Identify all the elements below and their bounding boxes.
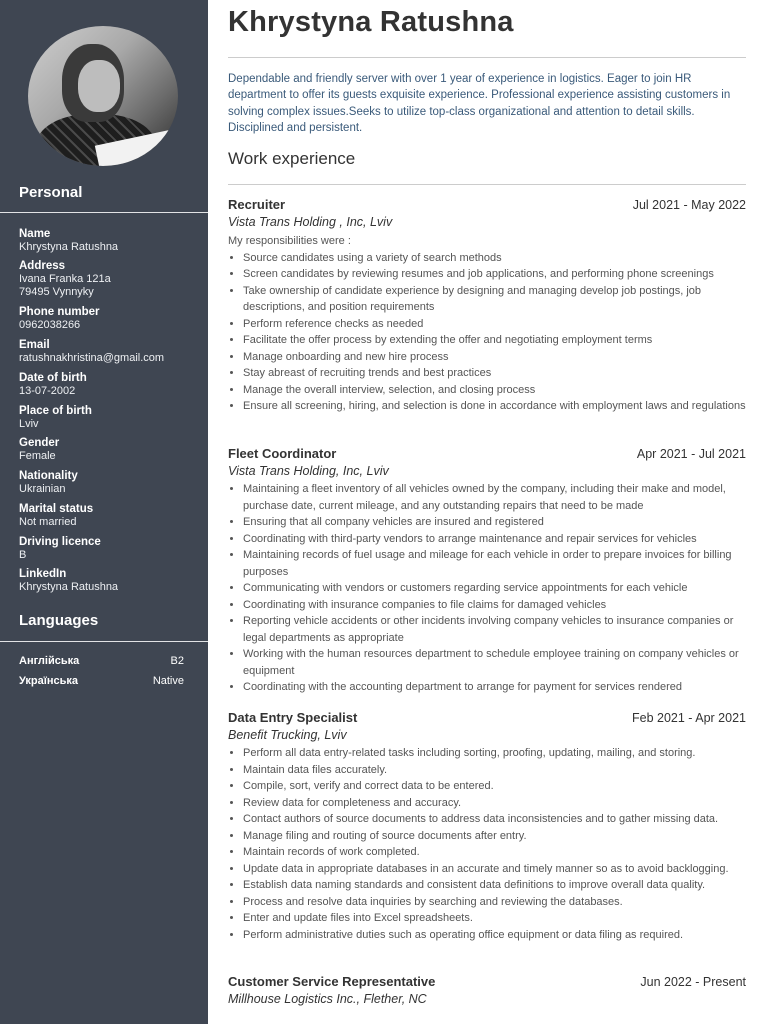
duty-item: • Manage filing and routing of source documents after entry.	[243, 828, 746, 845]
resume-name: Khrystyna Ratushna	[228, 6, 514, 38]
duty-item: • Ensuring that all company vehicles are insured and registered	[243, 514, 746, 531]
job-duties	[228, 481, 746, 696]
field-value: 13-07-2002	[19, 385, 76, 397]
field-value: B	[19, 549, 27, 561]
profile-summary: Dependable and friendly server with over 1 year of experience in logistics. Eager to join HR department to offer its guests exquisite experience. Professional experience assisting customers in solving complex issues.Seeks to utilize top-class organizational and attention to detail skills. Disciplined and persistent.	[228, 73, 731, 134]
field-label: Address	[19, 260, 66, 272]
job-dates: Feb 2021 - Apr 2021	[632, 711, 746, 725]
field-value: Khrystyna Ratushna	[19, 581, 119, 593]
language-row	[19, 655, 184, 667]
language-level: Native	[152, 675, 184, 687]
personal-heading: Personal	[19, 184, 83, 201]
languages-divider	[0, 641, 208, 642]
personal-field-marital-status	[19, 503, 204, 529]
field-value: Female	[19, 450, 56, 462]
duty-item: • Manage onboarding and new hire process	[243, 349, 746, 366]
duty-item: • Maintaining records of fuel usage and mileage for each vehicle in order to prepare invoices for billing purposes	[243, 547, 746, 580]
duty-item: • Enter and update files into Excel spreadsheets.	[243, 910, 746, 927]
language-level: B2	[170, 655, 184, 667]
personal-field-date-of-birth	[19, 372, 204, 398]
duty-item: • Process and resolve data inquiries by searching and reviewing the databases.	[243, 894, 746, 911]
personal-field-email	[19, 339, 204, 365]
field-label: Nationality	[19, 470, 78, 482]
field-label: LinkedIn	[19, 568, 67, 580]
job-dates: Jul 2021 - May 2022	[632, 198, 746, 212]
duty-item: • Facilitate the offer process by extending the offer and negotiating employment terms	[243, 332, 746, 349]
sidebar	[0, 0, 208, 1024]
job-company: Vista Trans Holding , Inc, Lviv	[228, 215, 393, 229]
language-name: Англійська	[19, 655, 80, 667]
field-value: Ivana Franka 121a 79495 Vynnyky	[19, 273, 111, 298]
job-title: Data Entry Specialist	[228, 710, 358, 725]
field-label: Date of birth	[19, 372, 87, 384]
duty-item: • Maintaining a fleet inventory of all vehicles owned by the company, including their make and model, purchase date, current mileage, and any outstanding repairs that need to be made	[243, 481, 746, 514]
work-divider	[228, 184, 746, 185]
work-experience-heading: Work experience	[228, 149, 356, 168]
profile-photo	[28, 26, 178, 166]
duty-item: • Maintain data files accurately.	[243, 762, 746, 779]
field-label: Place of birth	[19, 405, 92, 417]
language-row	[19, 675, 184, 687]
field-value: Khrystyna Ratushna	[19, 241, 119, 253]
field-label: Name	[19, 228, 51, 240]
duty-item: • Screen candidates by reviewing resumes and job applications, and performing phone screenings	[243, 266, 746, 283]
job-entry-recruiter	[228, 197, 746, 415]
personal-divider	[0, 212, 208, 213]
duty-item: • Coordinating with the accounting department to arrange for payment for services rendered	[243, 679, 746, 696]
duty-item: • Perform all data entry-related tasks including sorting, proofing, updating, mailing, and storing.	[243, 745, 746, 762]
field-label: Marital status	[19, 503, 94, 515]
duty-item: • Compile, sort, verify and correct data to be entered.	[243, 778, 746, 795]
personal-field-name	[19, 228, 204, 254]
job-entry-data-entry-specialist	[228, 710, 746, 943]
duty-item: • Coordinating with insurance companies to file claims for damaged vehicles	[243, 597, 746, 614]
personal-field-gender	[19, 437, 204, 463]
job-title: Customer Service Representative	[228, 974, 436, 989]
personal-field-address	[19, 260, 204, 299]
duty-item: • Manage the overall interview, selection, and closing process	[243, 382, 746, 399]
duty-item: • Communicating with vendors or customers regarding service appointments for each vehicle	[243, 580, 746, 597]
field-label: Email	[19, 339, 50, 351]
job-company: Benefit Trucking, Lviv	[228, 728, 347, 742]
personal-field-linkedin	[19, 568, 204, 594]
field-value: 0962038266	[19, 319, 81, 331]
duty-item: • Ensure all screening, hiring, and selection is done in accordance with employment laws and regulations	[243, 398, 746, 415]
field-label: Gender	[19, 437, 60, 449]
job-dates: Apr 2021 - Jul 2021	[636, 447, 746, 461]
duty-item: • Perform administrative duties such as operating office equipment or data filing as required.	[243, 927, 746, 944]
job-entry-fleet-coordinator	[228, 446, 746, 696]
languages-heading: Languages	[19, 612, 99, 629]
duty-item: • Working with the human resources department to schedule employee training on company vehicles or equipment	[243, 646, 746, 679]
duty-item: • Coordinating with third-party vendors to arrange maintenance and repair services for vehicles	[243, 531, 746, 548]
duty-item: • Source candidates using a variety of search methods	[243, 250, 746, 267]
job-duties	[228, 250, 746, 415]
language-name: Українська	[19, 675, 79, 687]
duty-item: • Perform reference checks as needed	[243, 316, 746, 333]
job-entry-customer-service-representative	[228, 974, 746, 1006]
field-value: Not married	[19, 516, 77, 528]
job-title: Recruiter	[228, 197, 286, 212]
job-intro: My responsibilities were :	[228, 235, 351, 247]
job-duties	[228, 745, 746, 943]
field-value: Lviv	[19, 418, 39, 430]
duty-item: • Maintain records of work completed.	[243, 844, 746, 861]
duty-item: • Reporting vehicle accidents or other incidents involving company vehicles to insurance companies or legal departments as appropriate	[243, 613, 746, 646]
job-title: Fleet Coordinator	[228, 446, 337, 461]
personal-field-nationality	[19, 470, 204, 496]
duty-item: • Take ownership of candidate experience by designing and managing develop job postings, job descriptions, and position requirements	[243, 283, 746, 316]
job-dates: Jun 2022 - Present	[640, 975, 746, 989]
duty-item: • Review data for completeness and accuracy.	[243, 795, 746, 812]
personal-field-phone	[19, 306, 204, 332]
duty-item: • Stay abreast of recruiting trends and best practices	[243, 365, 746, 382]
duty-item: • Update data in appropriate databases in an accurate and timely manner so as to avoid backlogging.	[243, 861, 746, 878]
job-company: Vista Trans Holding, Inc, Lviv	[228, 464, 389, 478]
personal-field-place-of-birth	[19, 405, 204, 431]
duty-item: • Contact authors of source documents to address data inconsistencies and to gather missing data.	[243, 811, 746, 828]
field-value: ratushnakhristina@gmail.com	[19, 352, 165, 364]
duty-item: • Establish data naming standards and consistent data definitions to improve overall data quality.	[243, 877, 746, 894]
field-value: Ukrainian	[19, 483, 66, 495]
field-label: Driving licence	[19, 536, 101, 548]
name-divider	[228, 57, 746, 58]
field-label: Phone number	[19, 306, 100, 318]
personal-field-driving-licence	[19, 536, 204, 562]
job-company: Millhouse Logistics Inc., Flether, NC	[228, 992, 427, 1006]
